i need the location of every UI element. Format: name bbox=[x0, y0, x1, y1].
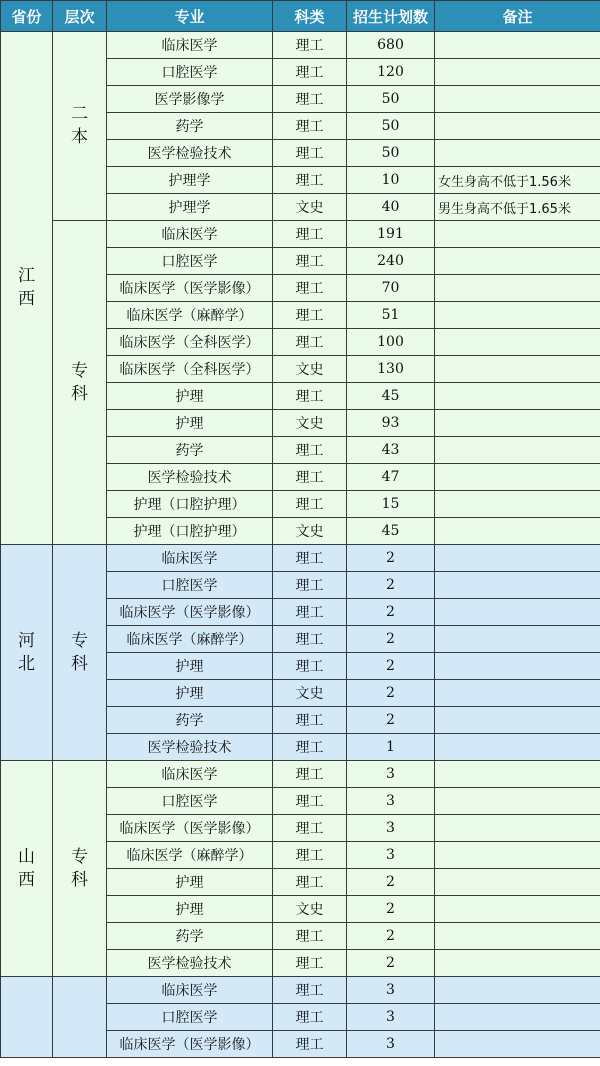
remark-cell bbox=[435, 32, 600, 59]
category-cell: 理工 bbox=[273, 464, 347, 491]
category-cell: 理工 bbox=[273, 1031, 347, 1058]
remark-cell bbox=[435, 383, 600, 410]
level-cell bbox=[53, 32, 107, 221]
major-cell: 医学检验技术 bbox=[107, 950, 273, 977]
header-remark: 备注 bbox=[435, 1, 600, 32]
major-cell: 临床医学 bbox=[107, 32, 273, 59]
remark-cell bbox=[435, 572, 600, 599]
category-cell: 文史 bbox=[273, 410, 347, 437]
remark-cell bbox=[435, 680, 600, 707]
table-row bbox=[1, 545, 600, 572]
level-cell bbox=[53, 977, 107, 1058]
category-cell: 理工 bbox=[273, 383, 347, 410]
major-cell: 药学 bbox=[107, 707, 273, 734]
major-cell: 临床医学（麻醉学） bbox=[107, 626, 273, 653]
quota-cell: 93 bbox=[347, 410, 435, 437]
quota-cell: 2 bbox=[347, 572, 435, 599]
quota-cell: 3 bbox=[347, 788, 435, 815]
quota-cell: 2 bbox=[347, 680, 435, 707]
category-cell: 文史 bbox=[273, 896, 347, 923]
category-cell: 理工 bbox=[273, 113, 347, 140]
level-label: 专科 bbox=[71, 630, 88, 674]
category-cell: 理工 bbox=[273, 329, 347, 356]
province-cell bbox=[1, 32, 53, 545]
major-cell: 临床医学（麻醉学） bbox=[107, 842, 273, 869]
remark-cell bbox=[435, 788, 600, 815]
major-cell: 药学 bbox=[107, 113, 273, 140]
quota-cell: 130 bbox=[347, 356, 435, 383]
quota-cell: 2 bbox=[347, 707, 435, 734]
quota-cell: 3 bbox=[347, 1004, 435, 1031]
quota-cell: 43 bbox=[347, 437, 435, 464]
quota-cell: 40 bbox=[347, 194, 435, 221]
quota-cell: 3 bbox=[347, 761, 435, 788]
major-cell: 临床医学（全科医学） bbox=[107, 329, 273, 356]
quota-cell: 120 bbox=[347, 59, 435, 86]
major-cell: 临床医学（麻醉学） bbox=[107, 302, 273, 329]
quota-cell: 2 bbox=[347, 599, 435, 626]
quota-cell: 1 bbox=[347, 734, 435, 761]
category-cell: 理工 bbox=[273, 761, 347, 788]
category-cell: 理工 bbox=[273, 86, 347, 113]
remark-cell bbox=[435, 464, 600, 491]
quota-cell: 50 bbox=[347, 140, 435, 167]
remark-cell bbox=[435, 653, 600, 680]
level-cell bbox=[53, 761, 107, 977]
remark-cell: 女生身高不低于1.56米 bbox=[435, 167, 600, 194]
remark-cell bbox=[435, 1004, 600, 1031]
quota-cell: 15 bbox=[347, 491, 435, 518]
major-cell: 临床医学（医学影像） bbox=[107, 1031, 273, 1058]
quota-cell: 100 bbox=[347, 329, 435, 356]
category-cell: 文史 bbox=[273, 194, 347, 221]
quota-cell: 2 bbox=[347, 869, 435, 896]
category-cell: 理工 bbox=[273, 221, 347, 248]
category-cell: 理工 bbox=[273, 545, 347, 572]
header-province: 省份 bbox=[1, 1, 53, 32]
province-cell bbox=[1, 977, 53, 1058]
category-cell: 理工 bbox=[273, 842, 347, 869]
remark-cell bbox=[435, 896, 600, 923]
province-label: 山西 bbox=[18, 846, 35, 890]
level-label: 专科 bbox=[71, 846, 88, 890]
major-cell: 口腔医学 bbox=[107, 59, 273, 86]
header-level: 层次 bbox=[53, 1, 107, 32]
major-cell: 医学检验技术 bbox=[107, 734, 273, 761]
header-category: 科类 bbox=[273, 1, 347, 32]
province-cell bbox=[1, 761, 53, 977]
category-cell: 理工 bbox=[273, 977, 347, 1004]
category-cell: 理工 bbox=[273, 788, 347, 815]
remark-cell bbox=[435, 545, 600, 572]
quota-cell: 50 bbox=[347, 113, 435, 140]
category-cell: 理工 bbox=[273, 599, 347, 626]
category-cell: 理工 bbox=[273, 572, 347, 599]
quota-cell: 3 bbox=[347, 842, 435, 869]
category-cell: 理工 bbox=[273, 734, 347, 761]
quota-cell: 191 bbox=[347, 221, 435, 248]
remark-cell bbox=[435, 248, 600, 275]
major-cell: 临床医学 bbox=[107, 545, 273, 572]
major-cell: 药学 bbox=[107, 437, 273, 464]
remark-cell bbox=[435, 1031, 600, 1058]
quota-cell: 2 bbox=[347, 545, 435, 572]
remark-cell bbox=[435, 599, 600, 626]
major-cell: 医学检验技术 bbox=[107, 140, 273, 167]
quota-cell: 51 bbox=[347, 302, 435, 329]
major-cell: 临床医学 bbox=[107, 977, 273, 1004]
remark-cell bbox=[435, 815, 600, 842]
table-row bbox=[1, 761, 600, 788]
major-cell: 护理 bbox=[107, 383, 273, 410]
major-cell: 护理（口腔护理） bbox=[107, 518, 273, 545]
category-cell: 理工 bbox=[273, 923, 347, 950]
remark-cell bbox=[435, 410, 600, 437]
remark-cell bbox=[435, 977, 600, 1004]
quota-cell: 47 bbox=[347, 464, 435, 491]
major-cell: 护理 bbox=[107, 896, 273, 923]
table-row bbox=[1, 977, 600, 1004]
category-cell: 理工 bbox=[273, 248, 347, 275]
remark-cell bbox=[435, 59, 600, 86]
province-cell bbox=[1, 545, 53, 761]
remark-cell bbox=[435, 86, 600, 113]
major-cell: 医学影像学 bbox=[107, 86, 273, 113]
remark-cell bbox=[435, 113, 600, 140]
table-row bbox=[1, 32, 600, 59]
remark-cell bbox=[435, 923, 600, 950]
remark-cell bbox=[435, 869, 600, 896]
category-cell: 理工 bbox=[273, 815, 347, 842]
quota-cell: 2 bbox=[347, 896, 435, 923]
quota-cell: 3 bbox=[347, 977, 435, 1004]
province-label: 河北 bbox=[18, 630, 35, 674]
remark-cell bbox=[435, 734, 600, 761]
major-cell: 临床医学 bbox=[107, 221, 273, 248]
table-body bbox=[1, 32, 600, 1058]
major-cell: 临床医学（医学影像） bbox=[107, 599, 273, 626]
remark-cell bbox=[435, 329, 600, 356]
quota-cell: 45 bbox=[347, 518, 435, 545]
level-label: 二本 bbox=[71, 104, 88, 147]
remark-cell bbox=[435, 356, 600, 383]
province-label: 江西 bbox=[18, 266, 35, 309]
category-cell: 文史 bbox=[273, 680, 347, 707]
category-cell: 理工 bbox=[273, 491, 347, 518]
major-cell: 临床医学（医学影像） bbox=[107, 815, 273, 842]
major-cell: 护理学 bbox=[107, 194, 273, 221]
quota-cell: 3 bbox=[347, 815, 435, 842]
major-cell: 护理 bbox=[107, 410, 273, 437]
category-cell: 理工 bbox=[273, 950, 347, 977]
major-cell: 临床医学 bbox=[107, 761, 273, 788]
quota-cell: 10 bbox=[347, 167, 435, 194]
category-cell: 理工 bbox=[273, 653, 347, 680]
major-cell: 护理 bbox=[107, 680, 273, 707]
remark-cell bbox=[435, 761, 600, 788]
category-cell: 理工 bbox=[273, 167, 347, 194]
category-cell: 文史 bbox=[273, 356, 347, 383]
quota-cell: 50 bbox=[347, 86, 435, 113]
remark-cell bbox=[435, 707, 600, 734]
remark-cell: 男生身高不低于1.65米 bbox=[435, 194, 600, 221]
major-cell: 药学 bbox=[107, 923, 273, 950]
major-cell: 护理 bbox=[107, 653, 273, 680]
quota-cell: 2 bbox=[347, 626, 435, 653]
remark-cell bbox=[435, 302, 600, 329]
quota-cell: 3 bbox=[347, 1031, 435, 1058]
category-cell: 理工 bbox=[273, 626, 347, 653]
major-cell: 口腔医学 bbox=[107, 248, 273, 275]
header-major: 专业 bbox=[107, 1, 273, 32]
remark-cell bbox=[435, 626, 600, 653]
header-quota: 招生计划数 bbox=[347, 1, 435, 32]
remark-cell bbox=[435, 221, 600, 248]
major-cell: 护理 bbox=[107, 869, 273, 896]
quota-cell: 70 bbox=[347, 275, 435, 302]
remark-cell bbox=[435, 491, 600, 518]
category-cell: 理工 bbox=[273, 869, 347, 896]
level-cell bbox=[53, 545, 107, 761]
level-cell bbox=[53, 221, 107, 545]
quota-cell: 2 bbox=[347, 653, 435, 680]
category-cell: 理工 bbox=[273, 140, 347, 167]
category-cell: 理工 bbox=[273, 1004, 347, 1031]
category-cell: 理工 bbox=[273, 437, 347, 464]
remark-cell bbox=[435, 842, 600, 869]
quota-cell: 2 bbox=[347, 923, 435, 950]
remark-cell bbox=[435, 950, 600, 977]
quota-cell: 680 bbox=[347, 32, 435, 59]
major-cell: 口腔医学 bbox=[107, 572, 273, 599]
remark-cell bbox=[435, 518, 600, 545]
remark-cell bbox=[435, 275, 600, 302]
remark-cell bbox=[435, 140, 600, 167]
category-cell: 理工 bbox=[273, 275, 347, 302]
category-cell: 文史 bbox=[273, 518, 347, 545]
table-header bbox=[1, 1, 600, 32]
quota-cell: 240 bbox=[347, 248, 435, 275]
major-cell: 护理（口腔护理） bbox=[107, 491, 273, 518]
major-cell: 医学检验技术 bbox=[107, 464, 273, 491]
quota-cell: 2 bbox=[347, 950, 435, 977]
quota-cell: 45 bbox=[347, 383, 435, 410]
major-cell: 临床医学（医学影像） bbox=[107, 275, 273, 302]
category-cell: 理工 bbox=[273, 32, 347, 59]
table-row bbox=[1, 221, 600, 248]
major-cell: 临床医学（全科医学） bbox=[107, 356, 273, 383]
category-cell: 理工 bbox=[273, 707, 347, 734]
major-cell: 口腔医学 bbox=[107, 1004, 273, 1031]
category-cell: 理工 bbox=[273, 302, 347, 329]
remark-cell bbox=[435, 437, 600, 464]
major-cell: 口腔医学 bbox=[107, 788, 273, 815]
major-cell: 护理学 bbox=[107, 167, 273, 194]
level-label: 专科 bbox=[71, 360, 88, 404]
category-cell: 理工 bbox=[273, 59, 347, 86]
